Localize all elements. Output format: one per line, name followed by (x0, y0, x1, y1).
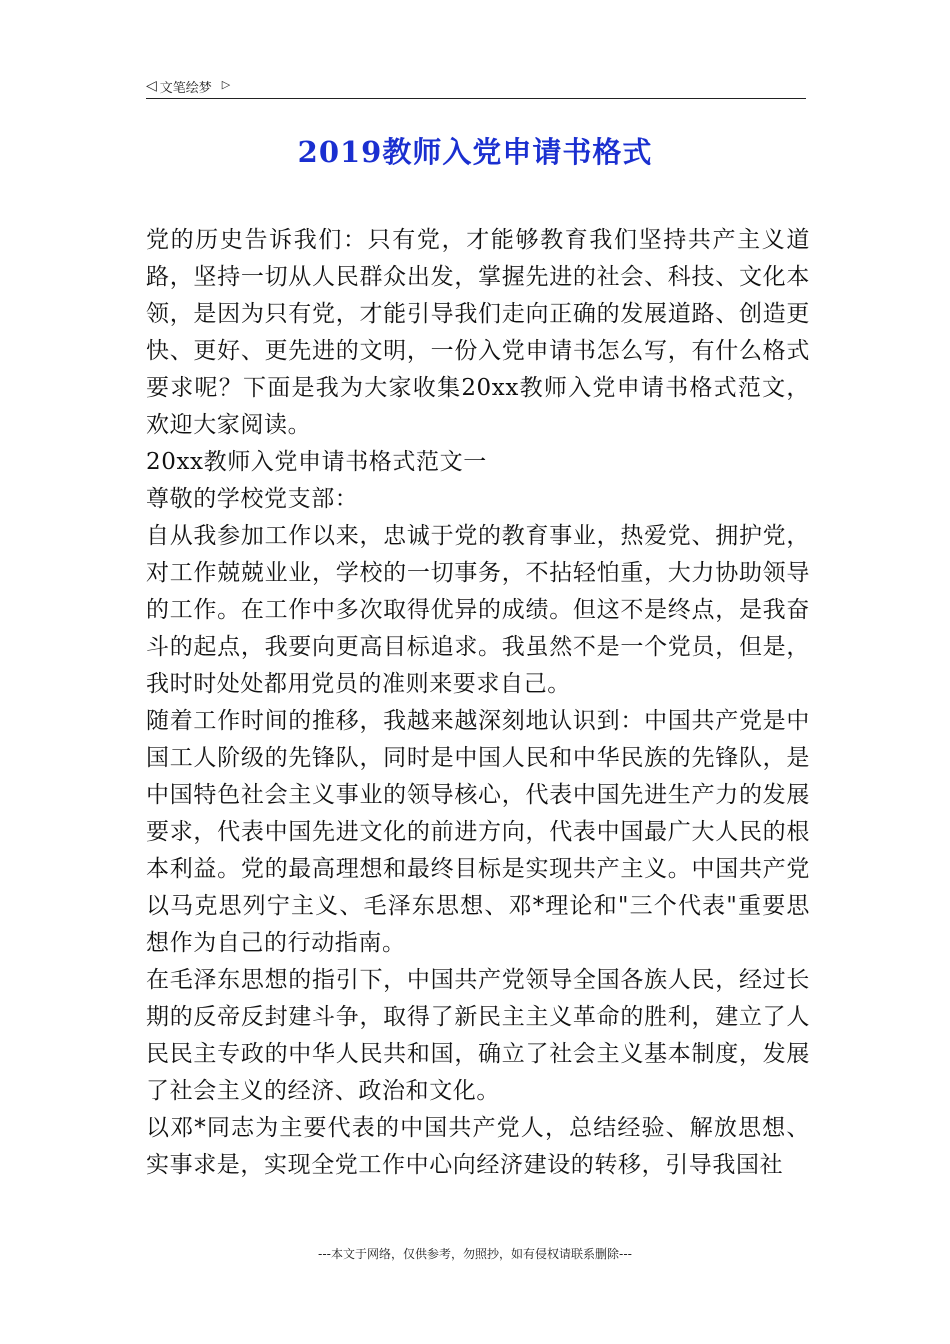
header-brand: 文笔绘梦 (159, 80, 212, 96)
left-triangle-icon: ◁ (146, 78, 157, 94)
paragraph-salutation: 尊敬的学校党支部： (146, 486, 359, 512)
document-title: 2019教师入党申请书格式 (297, 135, 653, 169)
paragraph-subtitle: 20xx教师入党申请书格式范文一 (146, 449, 487, 475)
paragraph-body-4: 以邓*同志为主要代表的中国共产党人，总结经验、解放思想、实事求是，实现全党工作中心向经济建设的转移，引导我国社 (146, 1115, 810, 1178)
paragraph-body-2: 随着工作时间的推移，我越来越深刻地认识到：中国共产党是中国工人阶级的先锋队，同时是中国人民和中华民族的先锋队，是中国特色社会主义事业的领导核心，代表中国先进生产力的发展要求，代表中国先进文化的前进方向，代表中国最广大人民的根本利益。党的最高理想和最终目标是实现共产主义。中国共产党以马克思列宁主义、毛泽东思想、邓*理论和"三个代表"重要思想作为自己的行动指南。 (146, 708, 810, 956)
document-body (146, 222, 810, 1184)
right-triangle-icon: ▷ (221, 77, 231, 91)
page-header (146, 74, 806, 99)
paragraph-intro: 党的历史告诉我们：只有党，才能够教育我们坚持共产主义道路，坚持一切从人民群众出发，掌握先进的社会、科技、文化本领，是因为只有党，才能引导我们走向正确的发展道路、创造更快、更好、更先进的文明，一份入党申请书怎么写，有什么格式要求呢？下面是我为大家收集20xx教师入党申请书格式范文，欢迎大家阅读。 (146, 227, 810, 438)
page-footer: ---本文于网络，仅供参考，勿照抄，如有侵权请联系删除--- (318, 1247, 632, 1261)
paragraph-body-1: 自从我参加工作以来，忠诚于党的教育事业，热爱党、拥护党，对工作兢兢业业，学校的一切事务，不拈轻怕重，大力协助领导的工作。在工作中多次取得优异的成绩。但这不是终点，是我奋斗的起点，我要向更高目标追求。我虽然不是一个党员，但是，我时时处处都用党员的准则来要求自己。 (146, 523, 810, 697)
paragraph-body-3: 在毛泽东思想的指引下，中国共产党领导全国各族人民，经过长期的反帝反封建斗争，取得了新民主主义革命的胜利，建立了人民民主专政的中华人民共和国，确立了社会主义基本制度，发展了社会主义的经济、政治和文化。 (146, 967, 810, 1104)
